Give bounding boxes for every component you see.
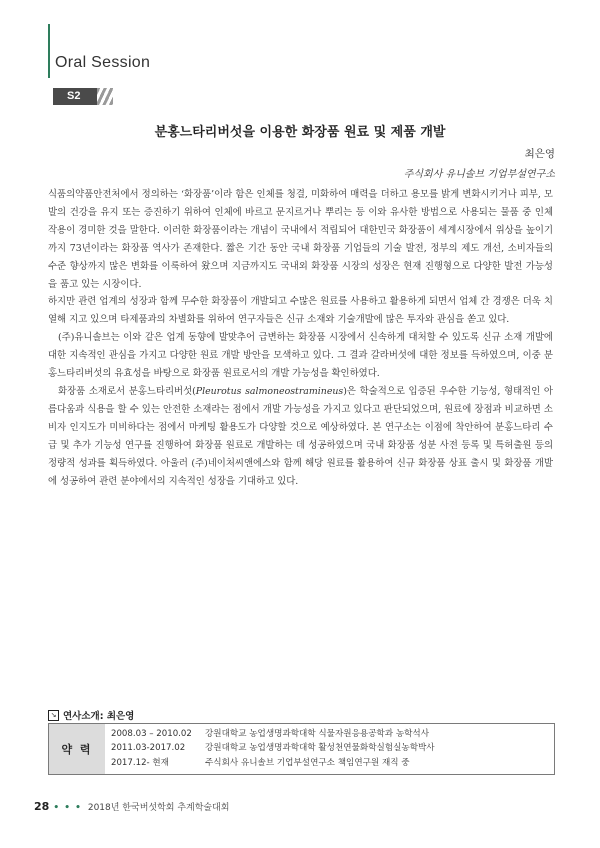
cv-period: 2017.12- 현재 xyxy=(111,757,169,768)
footer-text: 2018년 한국버섯학회 추계학술대회 xyxy=(87,803,230,813)
speaker-intro-heading xyxy=(48,708,134,722)
cv-entry xyxy=(111,756,435,770)
page-title: 분홍느타리버섯을 이용한 화장품 원료 및 제품 개발 xyxy=(154,125,446,140)
cv-description: 강원대학교 농업생명과학대학 식물자원응용공학과 농학석사 xyxy=(205,729,430,739)
speaker-intro-label: 연사소개: 최은영 xyxy=(63,711,135,722)
abstract-body xyxy=(48,186,553,490)
paragraph-1: 식품의약품안전처에서 정의하는 ‘화장품’이라 함은 인체를 청결, 미화하여 매력을 더하고 용모를 밝게 변화시키거나 피부, 모발의 건강을 유지 또는 증진하기 위하여 인체에 바르고 문지르거나 뿌리는 등 이와 유사한 방법으로 사용되는 물품 중 인체 작용이 경미한 것을 말한다. 이러한 화장품이라는 개념이 국내에서 적립되어 대한민국 화장품이 세계시장에서 위상을 높이기까지 73년이라는 화장품 역사가 존재한다. 짧은 기간 동안 국내 화장품 기업들의 기술 발전, 정부의 제도 개선, 소비자들의 수준 향상까지 많은 변화를 이룩하여 왔으며 지금까지도 국내외 화장품 시장의 성장은 현재 진행형으로 다양한 발전 가능성을 품고 있는 시장이다. xyxy=(48,189,553,290)
page-number: 28 xyxy=(34,800,50,813)
author-affiliation: 주식회사 유니솔브 기업부설연구소 xyxy=(403,169,555,180)
cv-entry xyxy=(111,741,435,755)
cv-description: 강원대학교 농업생명과학대학 활성천연물화학실험실농학박사 xyxy=(205,743,435,754)
cv-description: 주식회사 유니솔브 기업부설연구소 책임연구원 재직 중 xyxy=(205,757,410,768)
paragraph-3: (주)유니솔브는 이와 같은 업계 동향에 발맞추어 급변하는 화장품 시장에서 신속하게 대처할 수 있도록 신규 소재 개발에 대한 지속적인 관심을 가지고 다양한 원료 개발 방안을 모색하고 있다. 그 결과 갈라버섯에 대한 정보를 득하였으며, 이중 분홍느타리버섯의 유효성을 바탕으로 화장품 원료로서의 개발 가능성을 확인하였다. xyxy=(48,332,553,380)
author-name: 최은영 xyxy=(524,148,555,160)
cv-label: 약 력 xyxy=(49,724,105,774)
session-label: Oral Session xyxy=(55,54,151,71)
page-footer xyxy=(34,800,230,813)
header-accent-bar xyxy=(48,24,50,78)
scientific-name: Pleurotus salmoneostramineus xyxy=(195,385,344,397)
paragraph-2: 하지만 관련 업계의 성장과 함께 무수한 화장품이 개발되고 수많은 원료를 사용하고 활용하게 되면서 업체 간 경쟁은 더욱 치열해 지고 있으며 타제품과의 차별화를 위하여 연구자들은 신규 소재와 기술개발에 많은 투자와 관심을 쏟고 있다. xyxy=(48,296,553,326)
footer-dots: • • • xyxy=(53,803,82,813)
cv-box xyxy=(48,723,555,775)
cv-entry xyxy=(111,727,435,741)
tag-stripes-decoration xyxy=(97,88,113,105)
cv-period: 2011.03-2017.02 xyxy=(111,743,186,754)
arrow-box-icon: ↘ xyxy=(48,710,59,721)
paragraph-4: 화장품 소재로서 분홍느타리버섯(Pleurotus salmoneostramineus)은 학술적으로 입증된 우수한 기능성, 형태적인 아름다움과 식용을 할 수 있는 안전한 소재라는 점에서 개발 가능성을 가지고 있다고 판단되었으며, 원료에 장점과 비교하면 소비자 인지도가 미비하다는 점에서 마케팅 활용도가 다양할 것으로 예상하였다. 본 연구소는 이점에 착안하여 분홍느타리 수급 및 추가 기능성 연구를 진행하여 화장품 원료로 개발하는 데 성공하였으며 국내 화장품 성분 사전 등록 및 특허출원 등의 정량적 성과를 획득하였다. 아울러 (주)네이처씨앤에스와 함께 해당 원료를 활용하여 신규 화장품 상표 출시 및 화장품 개발에 성공하여 관련 분야에서의 지속적인 성장을 기대하고 있다. xyxy=(48,385,553,487)
session-tag-label: S2 xyxy=(53,88,97,105)
cv-period: 2008.03 – 2010.02 xyxy=(111,729,192,739)
cv-entries xyxy=(105,724,435,774)
session-tag xyxy=(53,88,113,105)
